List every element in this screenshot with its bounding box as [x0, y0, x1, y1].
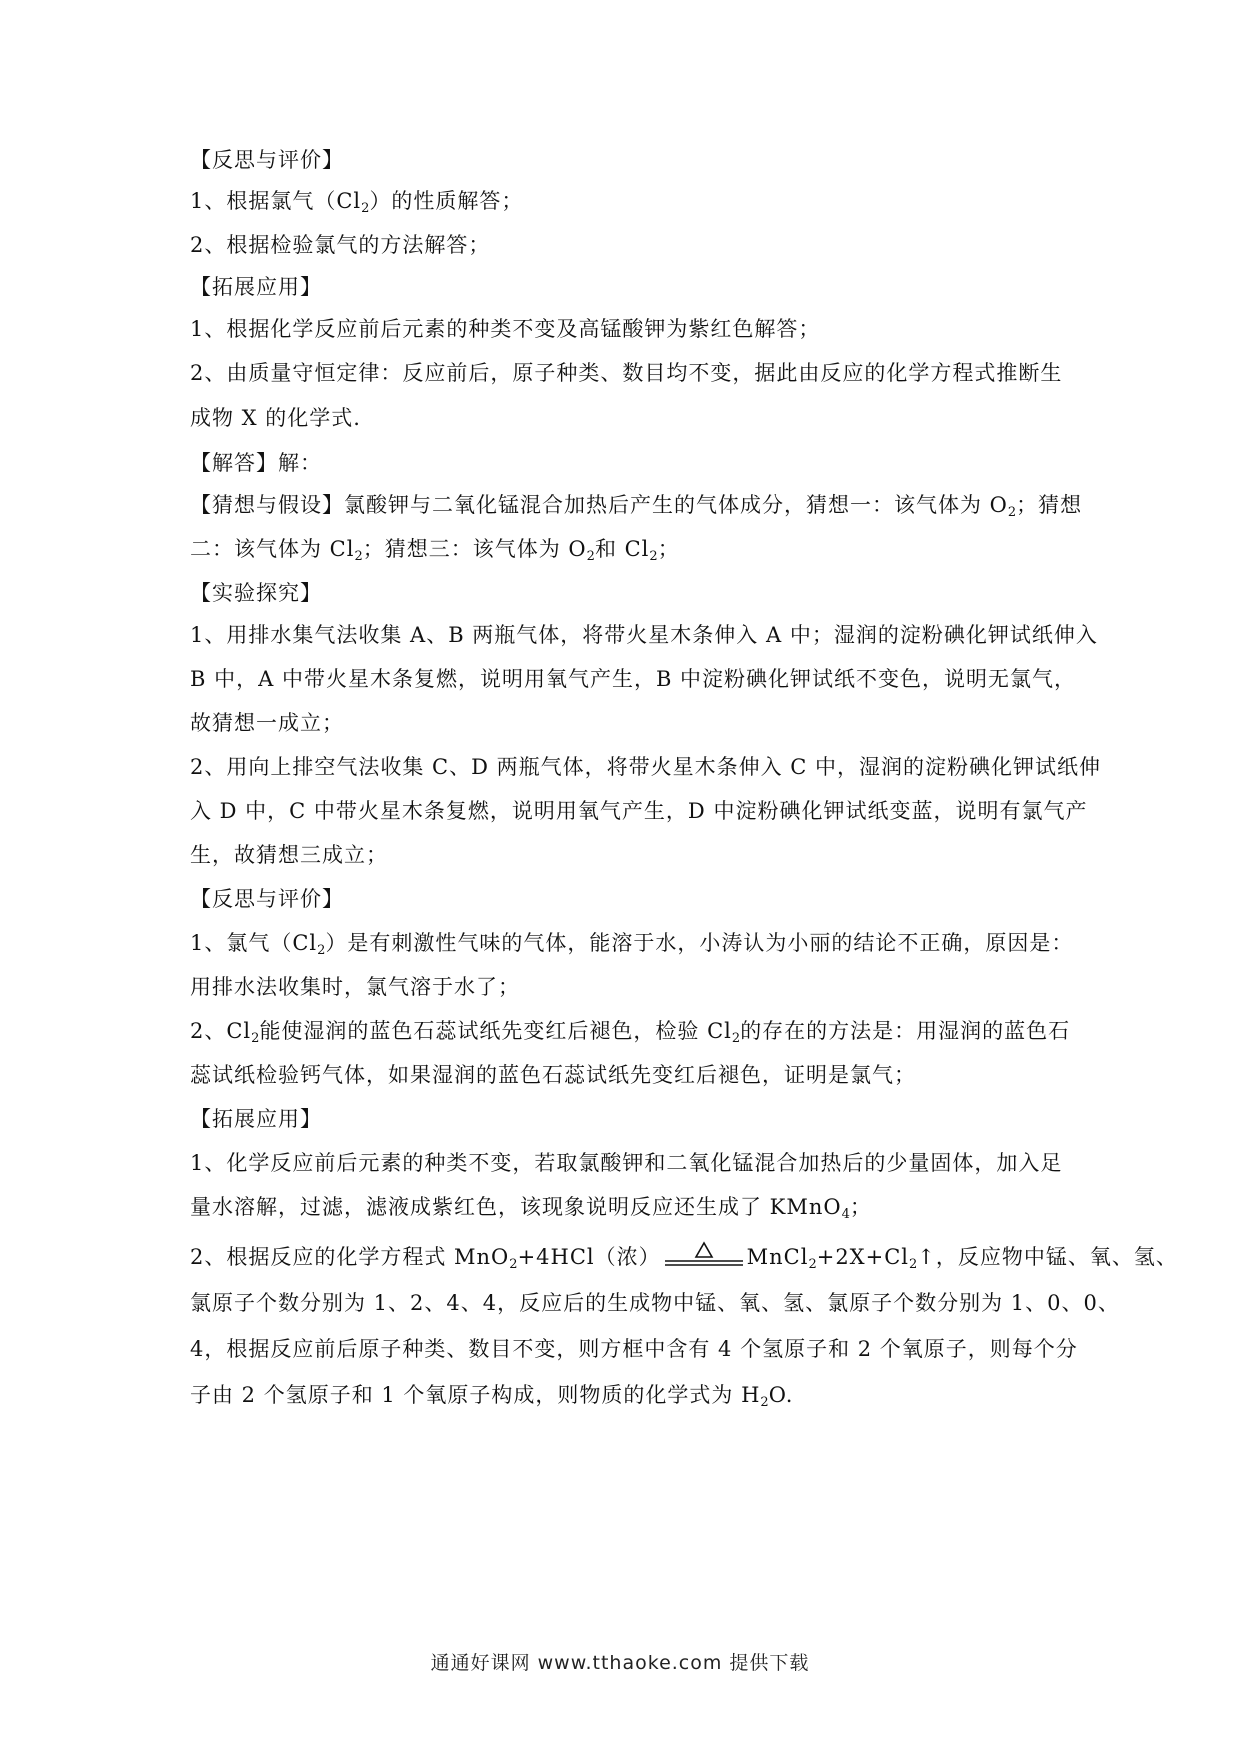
- paragraph-line: 入 D 中，C 中带火星木条复燃，说明用氧气产生，D 中淀粉碘化钾试纸变蓝，说明有氯气产: [190, 799, 1088, 823]
- paragraph-line: 1、氯气$(Cl_2)$是有刺激性气味的气体，能溶于水，小涛认为小丽的结论不正确，原因是：: [190, 931, 1074, 958]
- paragraph-line: 【猜想与假设】氯酸钾与二氧化锰混合加热后产生的气体成分，猜想一：该气体为 $O_2$；猜想: [190, 493, 1083, 520]
- section-heading-reflection: 【反思与评价】: [190, 148, 344, 172]
- paragraph-line: 蕊试纸检验钙气体，如果湿润的蓝色石蕊试纸先变红后褪色，证明是氯气；: [190, 1063, 916, 1087]
- paragraph-line: 2、用向上排空气法收集 C、D 两瓶气体，将带火星木条伸入 C 中，湿润的淀粉碘化钾试纸伸: [190, 755, 1102, 779]
- heat-condition-equals-sign: [663, 1240, 745, 1268]
- heat-triangle-icon: [663, 1240, 745, 1268]
- paragraph-line: 1、根据氯气$(Cl_2)$的性质解答；: [190, 189, 524, 216]
- paragraph-line: 4，根据反应前后原子种类、数目不变，则方框中含有 4 个氢原子和 2 个氧原子，则每个分: [190, 1337, 1078, 1361]
- paragraph-line-equation: 2、根据反应的化学方程式 MnO$_2$+4HCl（浓） $MnCl_2+2X+Cl_2↑$，反应物中锰、氧、氢、: [190, 1240, 1070, 1280]
- paragraph-line: 2、由质量守恒定律：反应前后，原子种类、数目均不变，据此由反应的化学方程式推断生: [190, 361, 1063, 385]
- paragraph-line: 2、根据检验氯气的方法解答；: [190, 233, 491, 257]
- paragraph-line: 2、$Cl_2$能使湿润的蓝色石蕊试纸先变红后褪色，检验 $Cl_2$的存在的方法是：用湿润的蓝色石: [190, 1019, 1071, 1046]
- paragraph-line: 故猜想一成立；: [190, 711, 344, 735]
- section-heading-extension: 【拓展应用】: [190, 1107, 322, 1131]
- paragraph-line: 生，故猜想三成立；: [190, 843, 388, 867]
- paragraph-line: 二：该气体为 $Cl_2$；猜想三：该气体为 $O_2$和 $Cl_2$；: [190, 537, 680, 564]
- footer-watermark: 通通好课网 www.tthaoke.com 提供下载: [430, 1652, 810, 1674]
- section-heading-reflection: 【反思与评价】: [190, 887, 344, 911]
- paragraph-line: B 中，A 中带火星木条复燃，说明用氧气产生，B 中淀粉碘化钾试纸不变色，说明无氯气，: [190, 667, 1077, 691]
- paragraph-line: 1、用排水集气法收集 A、B 两瓶气体，将带火星木条伸入 A 中；湿润的淀粉碘化钾试纸伸入: [190, 623, 1098, 647]
- paragraph-line: 氯原子个数分别为 1、2、4、4，反应后的生成物中锰、氧、氢、氯原子个数分别为 1、0、0、: [190, 1291, 1120, 1315]
- paragraph-line: 用排水法收集时，氯气溶于水了；: [190, 975, 520, 999]
- paragraph-line: 1、根据化学反应前后元素的种类不变及高锰酸钾为紫红色解答；: [190, 317, 821, 341]
- paragraph-line: 1、化学反应前后元素的种类不变，若取氯酸钾和二氧化锰混合加热后的少量固体，加入足: [190, 1151, 1063, 1175]
- section-heading-extension: 【拓展应用】: [190, 275, 322, 299]
- paragraph-line: 量水溶解，过滤，滤液成紫红色，该现象说明反应还生成了 KMnO$_4$；: [190, 1195, 872, 1222]
- section-heading-experiment: 【实验探究】: [190, 581, 322, 605]
- paragraph-line: 成物 X 的化学式.: [190, 406, 361, 430]
- paragraph-line: 子由 2 个氢原子和 1 个氧原子构成，则物质的化学式为 $H_2O$.: [190, 1383, 794, 1410]
- answer-heading: 【解答】解：: [190, 451, 322, 475]
